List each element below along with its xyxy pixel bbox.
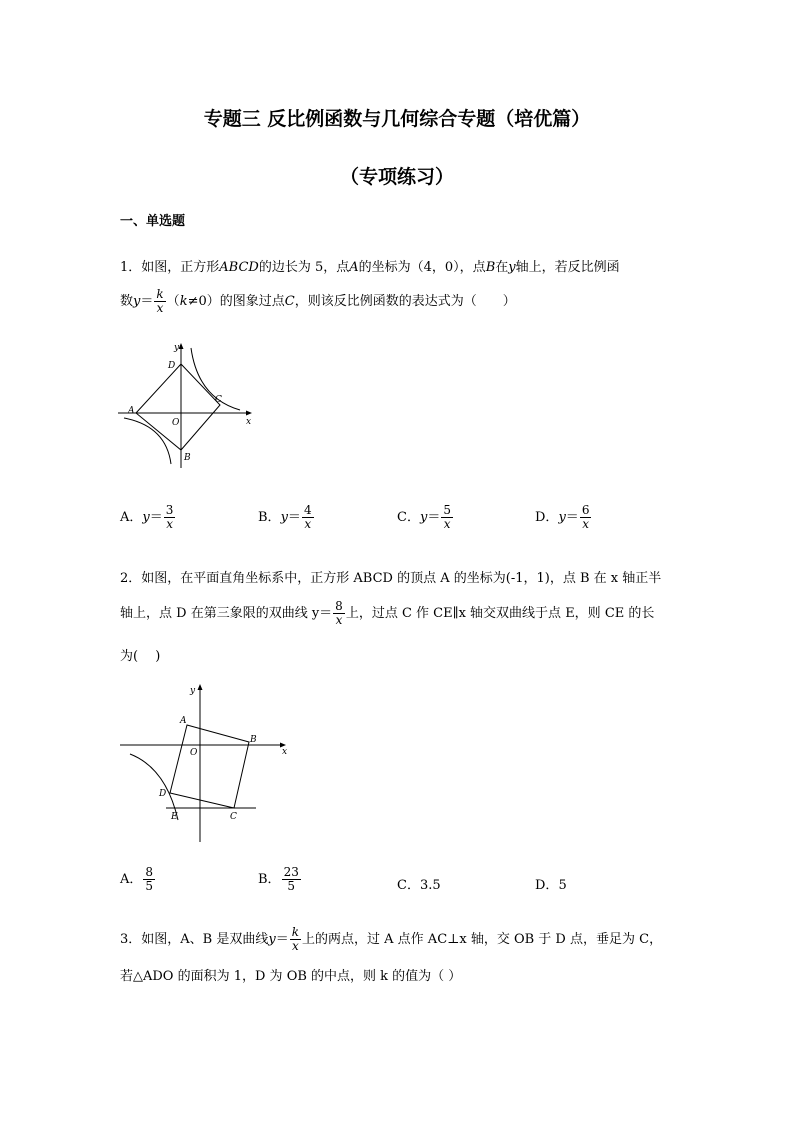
q2-option-c[interactable] <box>397 874 441 893</box>
option-fraction <box>143 866 155 893</box>
y-axis-arrow <box>198 684 203 690</box>
page-title: 专题三 反比例函数与几何综合专题（培优篇） <box>203 108 591 130</box>
label-c: C <box>215 395 222 405</box>
option-label: A． <box>120 872 143 887</box>
q2-line2 <box>120 600 654 627</box>
label-e: E <box>171 812 178 822</box>
q1-var: k <box>179 294 188 309</box>
fraction-numerator: k <box>156 287 164 301</box>
q1-text: ≠0）的图象过点 <box>187 294 285 309</box>
option-label: D． <box>535 878 559 893</box>
fraction-numerator: 23 <box>283 865 299 879</box>
q1-text: 轴上，若反比例函 <box>515 260 620 275</box>
square-abcd <box>170 725 249 808</box>
y-axis-arrow <box>179 343 184 349</box>
option-label: C． <box>397 878 420 893</box>
label-x: x <box>282 747 288 757</box>
option-value: 5 <box>558 878 567 893</box>
fraction-numerator: 3 <box>165 503 174 517</box>
fraction-denominator: 5 <box>145 879 154 893</box>
q3-text: ＝ <box>275 932 289 947</box>
q1-text: ，则该反比例函数的表达式为（ ） <box>294 294 516 309</box>
q1-var: y <box>508 260 516 275</box>
option-label: C． <box>397 510 420 525</box>
label-a: A <box>128 406 135 416</box>
option-eq: ＝ <box>565 510 579 525</box>
q2-option-d[interactable] <box>535 874 567 893</box>
option-fraction <box>302 504 314 531</box>
q1-fraction <box>154 288 165 315</box>
q2-text: 轴上，点 D 在第三象限的双曲线 y＝ <box>120 606 333 621</box>
fraction-numerator: 8 <box>335 599 343 613</box>
q2-option-a[interactable] <box>120 866 156 893</box>
fraction-numerator: 5 <box>443 503 451 517</box>
fraction-denominator: x <box>156 301 164 315</box>
q1-text: 的边长为 5，点 <box>258 260 350 275</box>
fraction-denominator: x <box>443 517 451 531</box>
q1-option-a[interactable] <box>120 504 176 531</box>
q1-var: ABCD <box>219 260 259 275</box>
fraction-numerator: k <box>291 925 300 939</box>
option-fraction <box>441 504 453 531</box>
fraction-denominator: x <box>166 517 173 531</box>
fraction-denominator: x <box>582 517 590 531</box>
option-eq: ＝ <box>427 510 441 525</box>
label-y: y <box>190 686 196 696</box>
label-o: O <box>190 748 198 758</box>
q2-line3: 为( ) <box>120 649 161 664</box>
q1-text: 数 <box>120 294 134 309</box>
q2-option-b[interactable] <box>258 866 302 893</box>
q1-text: 的坐标为（4，0），点 <box>358 260 486 275</box>
q1-text: 在 <box>495 260 509 275</box>
option-fraction <box>580 504 592 531</box>
q1-var: C <box>284 294 295 309</box>
q1-option-d[interactable] <box>535 504 592 531</box>
page-subtitle: （专项练习） <box>339 166 454 188</box>
q1-line2 <box>120 288 516 315</box>
option-var: y <box>280 510 288 525</box>
square-abcd <box>136 364 220 450</box>
option-label: B． <box>258 872 281 887</box>
hyperbola-branch-lower <box>124 418 171 464</box>
fraction-numerator: 4 <box>303 503 312 517</box>
option-label: B． <box>258 510 281 525</box>
option-value: 3.5 <box>419 878 441 893</box>
fraction-denominator: x <box>335 613 343 627</box>
x-axis-arrow <box>246 411 252 416</box>
q3-fraction <box>290 926 301 953</box>
q2-fraction <box>333 600 345 627</box>
q2-figure <box>118 680 298 845</box>
option-fraction <box>164 504 176 531</box>
option-var: y <box>558 510 566 525</box>
q3-line2: 若△ADO 的面积为 1，D 为 OB 的中点，则 k 的值为（ ） <box>120 969 462 984</box>
section-heading: 一、单选题 <box>120 214 186 229</box>
option-fraction <box>282 866 301 893</box>
option-eq: ＝ <box>149 510 163 525</box>
option-eq: ＝ <box>287 510 301 525</box>
q1-text: 1．如图，正方形 <box>120 260 220 275</box>
fraction-denominator: x <box>291 939 299 953</box>
option-label: A． <box>120 510 143 525</box>
label-o: O <box>172 418 180 428</box>
q1-option-b[interactable] <box>258 504 315 531</box>
q3-line1 <box>120 926 662 953</box>
label-c: C <box>230 812 237 822</box>
label-b: B <box>184 453 191 463</box>
hyperbola-branch <box>130 754 178 820</box>
label-y: y <box>174 343 180 353</box>
q3-text: 上的两点，过 A 点作 AC⊥x 轴，交 OB 于 D 点，垂足为 C， <box>302 932 663 947</box>
q1-figure <box>118 340 258 470</box>
fraction-denominator: x <box>304 517 312 531</box>
q1-line1 <box>120 256 620 275</box>
q1-option-c[interactable] <box>397 504 454 531</box>
q1-text: ＝ <box>140 294 154 309</box>
label-d: D <box>168 361 176 371</box>
option-label: D． <box>535 510 559 525</box>
q2-line1: 2．如图，在平面直角坐标系中，正方形 ABCD 的顶点 A 的坐标为(-1，1)，点 B 在 x 轴正半 <box>120 571 662 586</box>
q3-var: y <box>268 932 276 947</box>
q2-text: 上，过点 C 作 CE∥x 轴交双曲线于点 E，则 CE 的长 <box>345 606 655 621</box>
option-var: y <box>142 510 150 525</box>
fraction-numerator: 8 <box>145 865 154 879</box>
label-d: D <box>159 789 167 799</box>
label-b: B <box>250 735 257 745</box>
q1-var: y <box>133 294 141 309</box>
label-a: A <box>180 716 187 726</box>
q1-var: A <box>349 260 359 275</box>
fraction-denominator: 5 <box>287 879 296 893</box>
fraction-numerator: 6 <box>581 503 590 517</box>
q1-text: （ <box>166 294 180 309</box>
q1-var: B <box>485 260 496 275</box>
q3-text: 3．如图，A、B 是双曲线 <box>120 932 269 947</box>
option-var: y <box>419 510 428 525</box>
label-x: x <box>246 417 252 427</box>
